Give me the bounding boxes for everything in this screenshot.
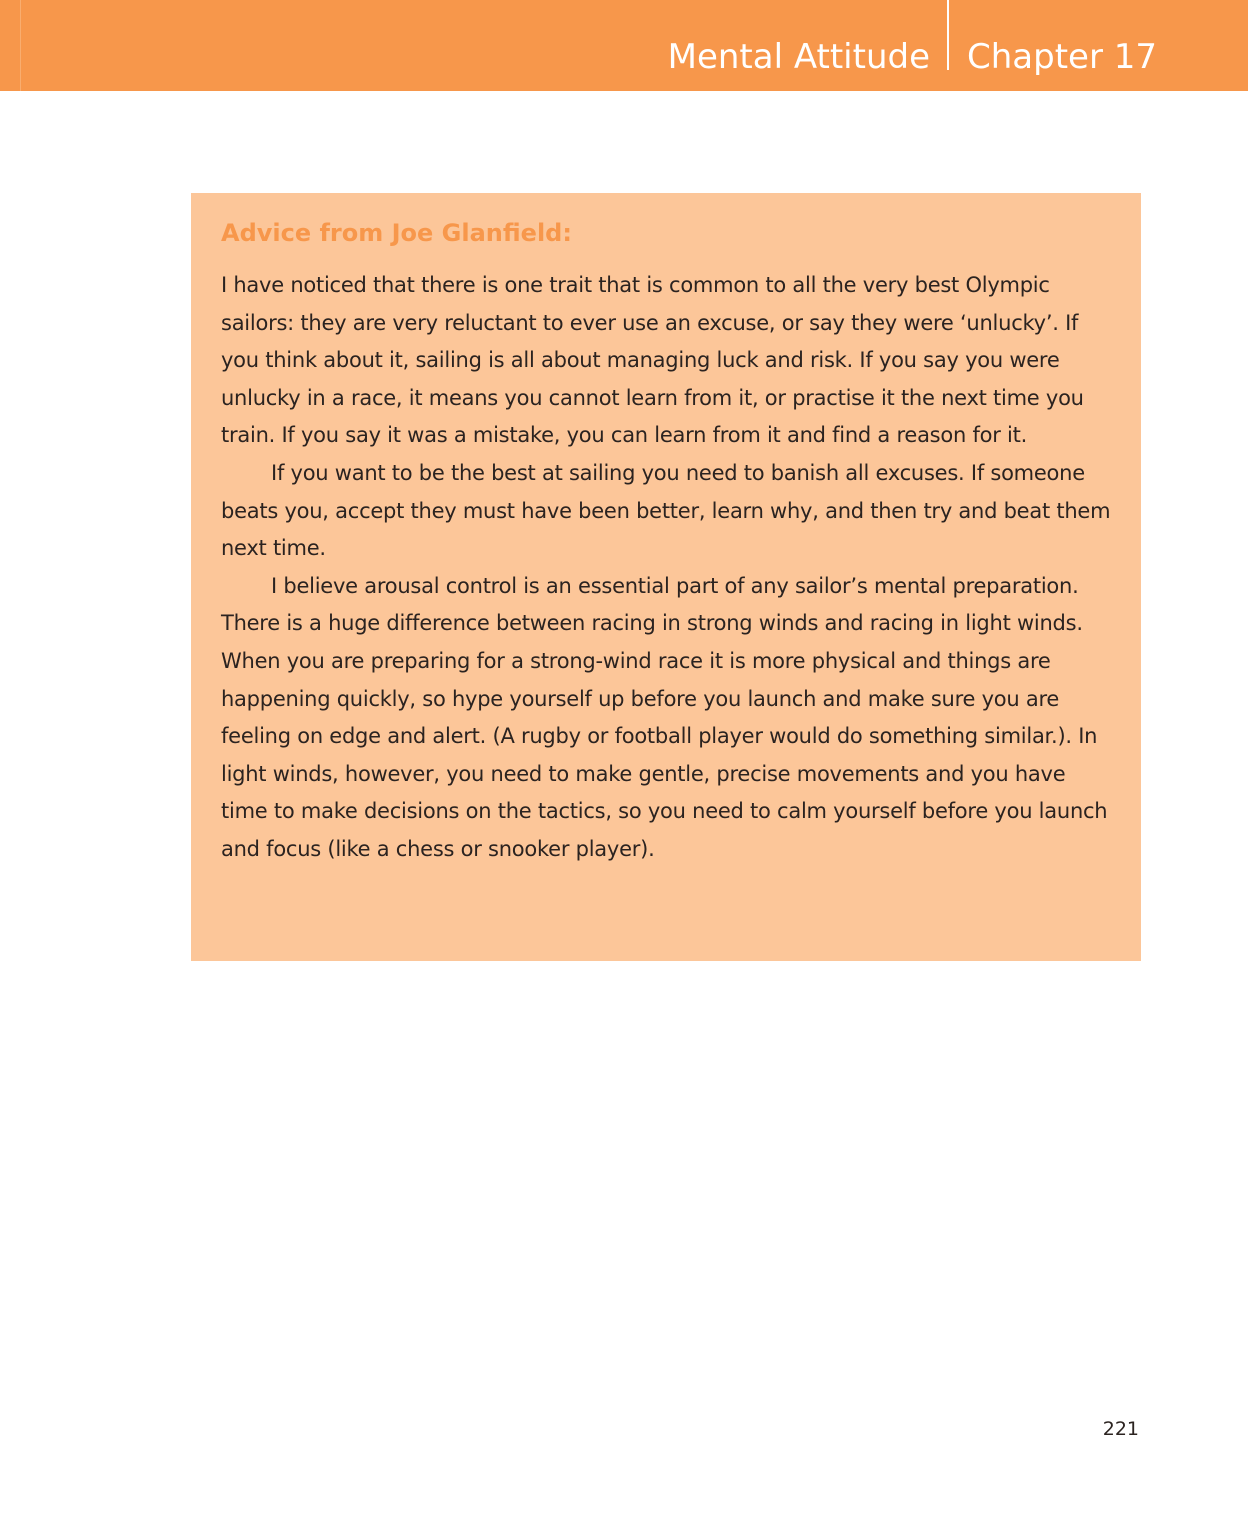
advice-title: Advice from Joe Glanfield: [221,219,572,247]
header-edge-line [20,0,21,91]
header-divider [947,0,949,70]
advice-paragraph: If you want to be the best at sailing you need to banish all excuses. If someone beats you, accept they must have been better, learn why, and then try and beat them next time. [221,460,1111,561]
running-section-title: Mental Attitude [667,37,930,77]
running-chapter-label: Chapter 17 [967,37,1158,77]
chapter-header-band [0,0,1248,91]
advice-paragraph: I have noticed that there is one trait that is common to all the very best Olympic sailors: they are very reluctant to ever use an excuse, or say they were ‘unlucky’. If you think about it, sailing is all about managing luck and risk. If you say you were unlucky in a race, it means you cannot learn from it, or practise it the next time you train. If you say it was a mistake, you can learn from it and find a reason for it. [221,273,1084,448]
page-number: 221 [1102,1418,1139,1440]
advice-box [191,193,1141,961]
advice-paragraph: I believe arousal control is an essential part of any sailor’s mental preparation. There is a huge difference between racing in strong winds and racing in light winds. When you are preparing for a strong-wind race it is more physical and things are happening quickly, so hype yourself up before you launch and make sure you are feeling on edge and alert. (A rugby or football player would do something similar.). In light winds, however, you need to make gentle, precise movements and you have time to make decisions on the tactics, so you need to calm yourself before you launch and focus (like a chess or snooker player). [221,573,1108,861]
